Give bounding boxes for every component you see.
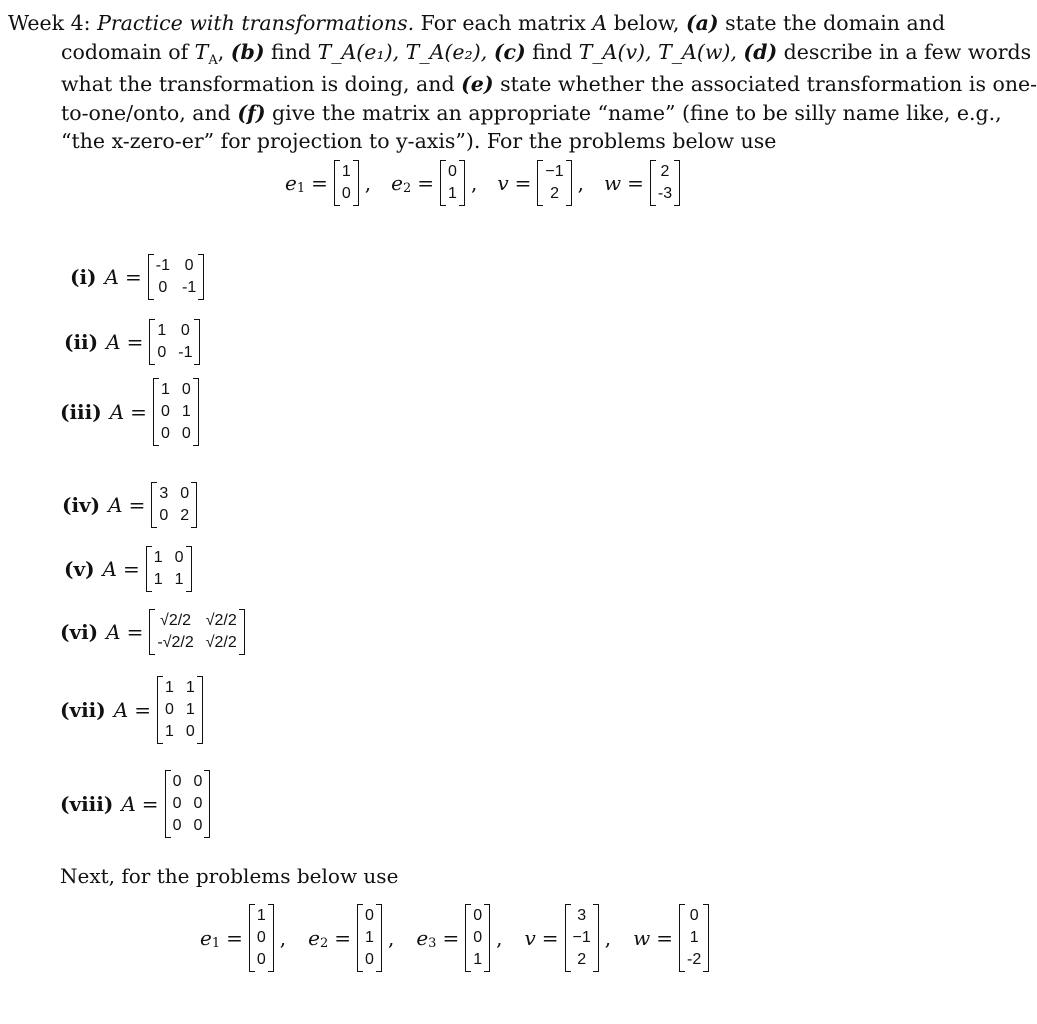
matrix-entry: 0: [180, 322, 190, 339]
matrix-entry: 0: [193, 773, 203, 790]
matrix-entry: 0: [448, 163, 457, 180]
equals-sign: =: [514, 171, 532, 195]
comma: ,: [577, 171, 584, 195]
right-bracket: [198, 254, 204, 300]
right-bracket: [197, 676, 203, 744]
column-vector: [465, 904, 490, 972]
problem-item: [64, 546, 192, 592]
problem-label: (i): [70, 265, 97, 289]
matrix-symbol: A: [121, 792, 136, 816]
comma: ,: [364, 171, 372, 195]
right-bracket: [239, 609, 245, 655]
matrix-entry: 0: [473, 907, 483, 924]
matrix-symbol: A: [113, 698, 129, 722]
part-d-label: (d): [743, 39, 778, 64]
intro-text: “the x-zero-er” for projection to y-axis”). For the problems below use: [61, 129, 777, 153]
equals-sign: =: [226, 926, 243, 950]
matrix-entry: 1: [185, 701, 195, 718]
matrix-entry: 0: [256, 951, 266, 968]
right-bracket: [204, 770, 210, 838]
vector-symbol: w: [633, 926, 651, 950]
right-bracket: [484, 904, 490, 972]
matrix-entry: √2/2: [205, 612, 237, 629]
matrix: [151, 482, 197, 528]
matrix-entry: 1: [164, 723, 174, 740]
matrix-entry: 0: [365, 907, 374, 924]
matrix-entry: 1: [174, 571, 184, 588]
problem-item: [60, 609, 245, 655]
matrix-entry: −1: [572, 929, 591, 946]
matrix: [149, 609, 244, 655]
vector-subscript: 2: [320, 935, 329, 951]
right-bracket: [593, 904, 599, 972]
matrix-entry: 1: [153, 571, 163, 588]
intro-text: give the matrix an appropriate “name” (fine to be silly name like, e.g.,: [265, 100, 1002, 125]
comma: ,: [470, 171, 478, 195]
instructions-paragraph: [8, 9, 1037, 156]
matrix-entry: 1: [473, 951, 483, 968]
part-b-label: (b): [230, 39, 265, 64]
right-bracket: [703, 904, 709, 972]
matrix-entry: 1: [365, 929, 374, 946]
vector-symbol: e: [285, 171, 297, 195]
equals-sign: =: [128, 493, 146, 517]
column-vector: [334, 160, 359, 206]
matrix-entry: -1: [181, 279, 197, 296]
matrix-entry: 0: [160, 403, 170, 420]
intro-text: to-one/onto, and: [61, 100, 238, 125]
vector-w: [633, 904, 709, 972]
right-bracket: [566, 160, 572, 206]
topic-title: Practice with transformations.: [97, 11, 415, 35]
column-vector: [357, 904, 382, 972]
matrix-entry: 1: [157, 322, 167, 339]
equals-sign: =: [130, 400, 147, 424]
column-vector: [249, 904, 274, 972]
vector-symbol: v: [524, 926, 536, 950]
intro-text: describe in a few words: [777, 39, 1032, 64]
matrix-entry: -3: [657, 185, 673, 202]
right-bracket: [674, 160, 680, 206]
column-vector: [537, 160, 571, 206]
matrix-symbol: A: [104, 265, 119, 289]
intro-text: find: [525, 39, 579, 64]
matrix-entry: 3: [159, 485, 169, 502]
part-c-label: (c): [493, 39, 526, 64]
matrix: [165, 770, 211, 838]
matrix-entry: 0: [158, 279, 168, 296]
matrix-entry: 0: [157, 344, 167, 361]
matrix-entry: 1: [256, 907, 266, 924]
matrix-entry: 1: [689, 929, 699, 946]
matrix-entry: 0: [159, 507, 169, 524]
matrix-entry: 0: [689, 907, 699, 924]
matrix-entry: 0: [172, 795, 182, 812]
intro-text: ,: [217, 39, 231, 64]
equals-sign: =: [141, 792, 159, 816]
matrix-entry: 0: [181, 381, 191, 398]
equals-sign: =: [126, 620, 144, 644]
vector-symbol: e: [200, 926, 212, 950]
problem-label: (iii): [60, 400, 102, 424]
vector-symbol: e: [416, 926, 429, 950]
problem-item: [62, 482, 197, 528]
right-bracket: [376, 904, 382, 972]
equals-sign: =: [541, 926, 559, 950]
vector-definitions-2d: [285, 160, 696, 206]
vector-v: [497, 160, 588, 206]
part-c-expression: T_A(v), T_A(w),: [578, 39, 737, 64]
matrix-entry: 2: [577, 951, 587, 968]
vector-w: [604, 160, 680, 206]
matrix-entry: 2: [550, 185, 559, 202]
matrix-entry: −1: [545, 163, 564, 180]
vector-subscript: 1: [296, 180, 306, 196]
right-bracket: [186, 546, 192, 592]
matrix-entry: 0: [181, 425, 191, 442]
matrix-symbol: A: [102, 557, 117, 581]
vector-subscript: 1: [211, 935, 221, 951]
matrix-entry: 1: [164, 679, 174, 696]
matrix-entry: 0: [193, 817, 203, 834]
next-instructions: Next, for the problems below use: [60, 864, 399, 888]
matrix-symbol: A: [106, 330, 121, 354]
problem-label: (ii): [64, 330, 99, 354]
matrix-symbol: A: [592, 11, 608, 35]
equals-sign: =: [311, 171, 328, 195]
comma: ,: [387, 926, 395, 950]
problem-item: [64, 319, 200, 365]
comma: ,: [279, 926, 287, 950]
matrix-entry: 0: [184, 257, 194, 274]
vector-subscript: 2: [403, 180, 412, 196]
equals-sign: =: [334, 926, 352, 950]
matrix-entry: 1: [181, 403, 191, 420]
matrix-entry: √2/2: [205, 634, 237, 651]
part-e-label: (e): [461, 72, 494, 96]
matrix-entry: 0: [473, 929, 483, 946]
right-bracket: [191, 482, 197, 528]
problem-label: (v): [64, 557, 95, 581]
column-vector: [440, 160, 465, 206]
matrix-symbol: A: [106, 620, 121, 644]
intro-text: below,: [607, 11, 686, 35]
part-f-label: (f): [237, 100, 266, 125]
column-vector: [565, 904, 599, 972]
problem-item: [60, 676, 203, 744]
matrix-entry: 0: [185, 723, 195, 740]
problem-label: (iv): [62, 493, 101, 517]
matrix-entry: 0: [172, 773, 182, 790]
equals-sign: =: [417, 171, 435, 195]
comma: ,: [496, 926, 503, 950]
matrix: [148, 254, 204, 300]
matrix-entry: 2: [660, 163, 670, 180]
matrix-entry: -1: [178, 344, 193, 361]
vector-symbol: e: [308, 926, 320, 950]
right-bracket: [459, 160, 465, 206]
column-vector: [679, 904, 709, 972]
matrix-symbol: A: [108, 493, 123, 517]
matrix-entry: 0: [341, 185, 351, 202]
matrix-entry: √2/2: [160, 612, 192, 629]
equals-sign: =: [442, 926, 460, 950]
vector-symbol: v: [497, 171, 509, 195]
equals-sign: =: [126, 330, 144, 354]
matrix: [153, 378, 199, 446]
transform-symbol: T: [194, 39, 209, 64]
matrix-entry: 1: [160, 381, 170, 398]
right-bracket: [194, 319, 200, 365]
vector-e2: [308, 904, 398, 972]
matrix-entry: 1: [341, 163, 351, 180]
vector-v: [524, 904, 615, 972]
problem-item: [60, 770, 210, 838]
matrix: [149, 319, 200, 365]
right-bracket: [353, 160, 359, 206]
equals-sign: =: [123, 557, 140, 581]
problem-label: (vi): [60, 620, 99, 644]
intro-text: find: [264, 39, 318, 64]
matrix-entry: 0: [174, 549, 184, 566]
intro-text: state the domain and: [718, 11, 946, 35]
matrix: [146, 546, 192, 592]
column-vector: [650, 160, 680, 206]
part-a-label: (a): [685, 11, 719, 35]
matrix-entry: 3: [577, 907, 587, 924]
vector-symbol: w: [604, 171, 622, 195]
intro-text: state whether the associated transformation is one-: [493, 72, 1037, 96]
matrix-entry: 0: [160, 425, 170, 442]
part-b-expression: T_A(e₁), T_A(e₂),: [317, 39, 488, 64]
problem-item: [70, 254, 204, 300]
matrix-entry: 1: [185, 679, 195, 696]
matrix-entry: -1: [155, 257, 170, 274]
problem-label: (vii): [60, 698, 106, 722]
right-bracket: [193, 378, 199, 446]
equals-sign: =: [134, 698, 151, 722]
intro-text: For each matrix: [420, 11, 593, 35]
vector-subscript: 3: [428, 935, 437, 951]
matrix: [157, 676, 203, 744]
vector-e1: [200, 904, 290, 972]
comma: ,: [604, 926, 612, 950]
matrix-entry: 0: [172, 817, 182, 834]
matrix-entry: 0: [256, 929, 266, 946]
matrix-entry: 1: [153, 549, 163, 566]
transform-subscript: A: [208, 52, 218, 68]
equals-sign: =: [124, 265, 142, 289]
vector-e2: [391, 160, 481, 206]
right-bracket: [268, 904, 274, 972]
matrix-entry: 0: [180, 485, 190, 502]
problem-label: (viii): [60, 792, 114, 816]
matrix-entry: 2: [180, 507, 190, 524]
matrix-entry: 0: [193, 795, 203, 812]
matrix-symbol: A: [109, 400, 125, 424]
vector-definitions-3d: [200, 904, 727, 972]
matrix-entry: 1: [448, 185, 457, 202]
matrix-entry: 0: [365, 951, 374, 968]
intro-text: codomain of: [61, 39, 195, 64]
matrix-entry: -2: [687, 951, 702, 968]
vector-e1: [285, 160, 375, 206]
matrix-entry: -√2/2: [157, 634, 194, 651]
problem-item: [60, 378, 199, 446]
vector-e3: [416, 904, 506, 972]
intro-text: what the transformation is doing, and: [61, 72, 462, 96]
week-label: Week 4:: [8, 11, 91, 35]
equals-sign: =: [627, 171, 644, 195]
equals-sign: =: [656, 926, 674, 950]
matrix-entry: 0: [164, 701, 174, 718]
vector-symbol: e: [391, 171, 403, 195]
